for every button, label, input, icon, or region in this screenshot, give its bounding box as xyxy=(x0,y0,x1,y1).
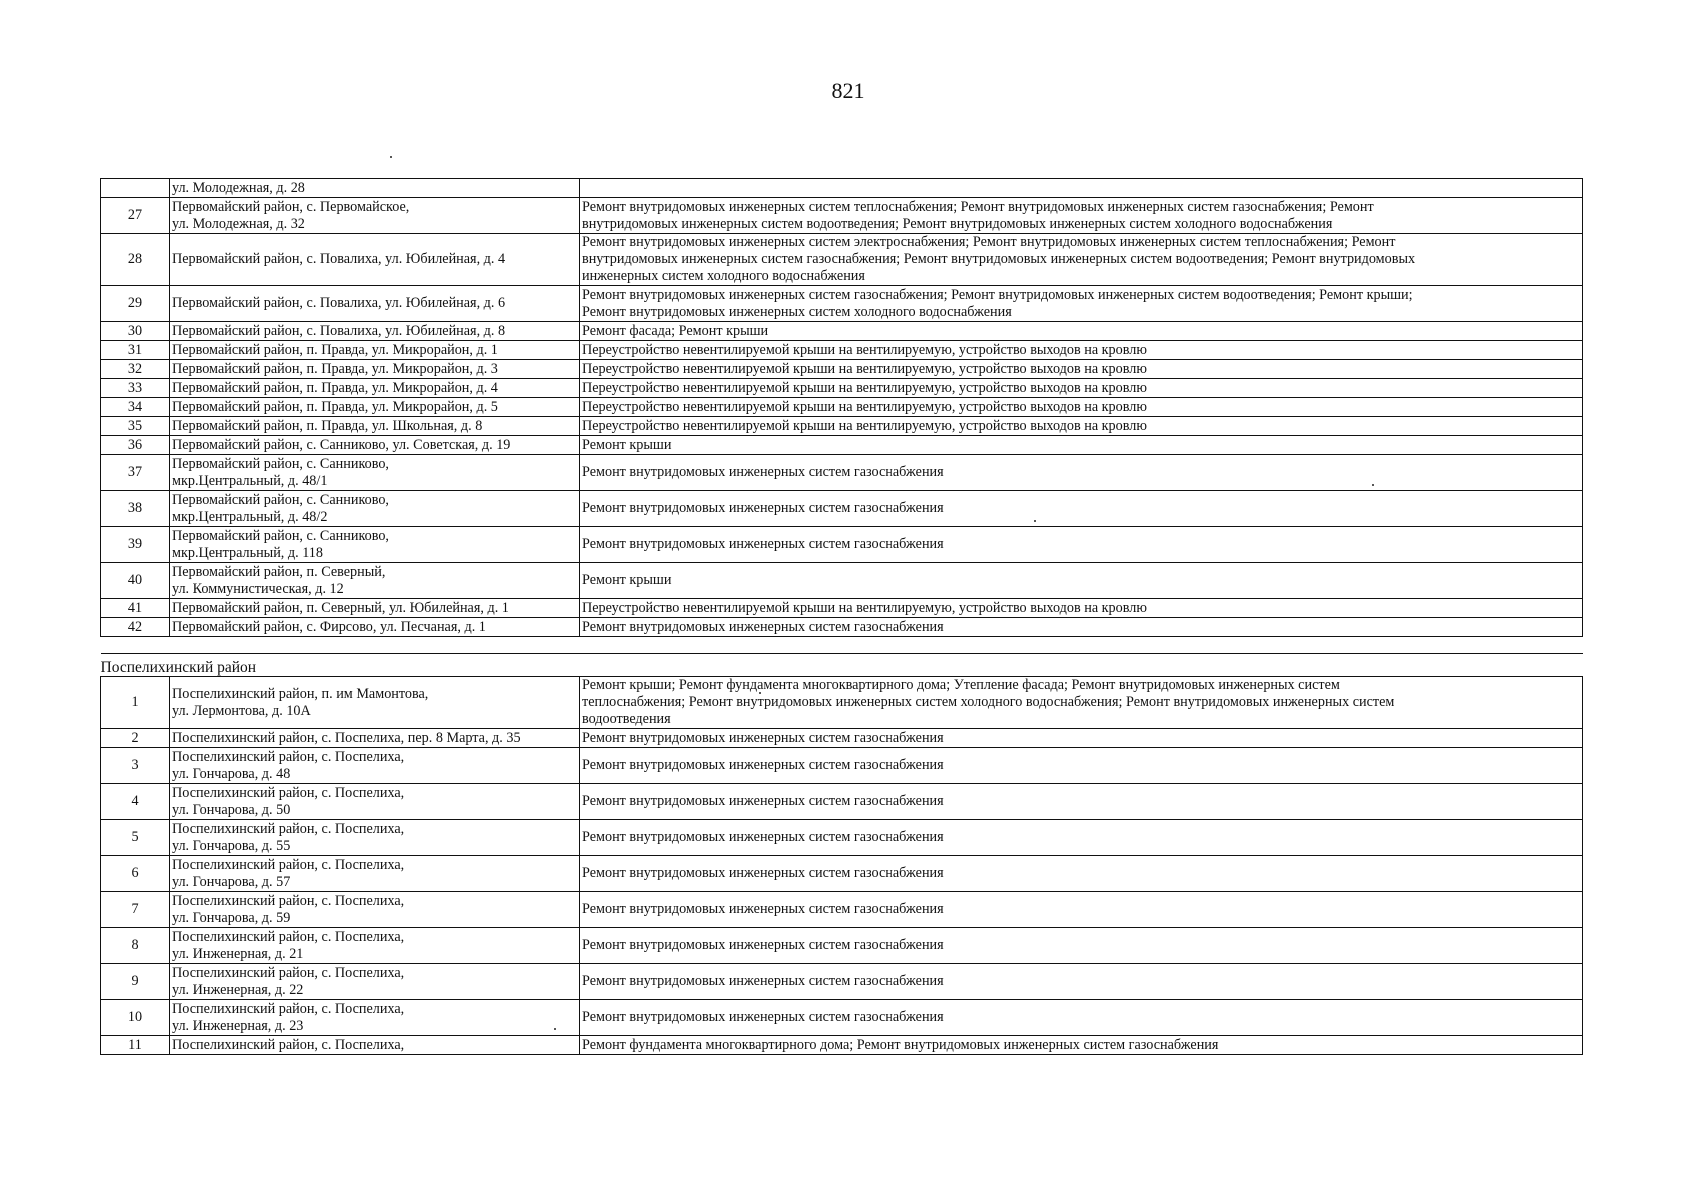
address-cell xyxy=(170,398,580,417)
address-line: Первомайский район, п. Правда, ул. Микрорайон, д. 3 xyxy=(172,360,498,377)
address-line: ул. Инженерная, д. 23 xyxy=(172,1017,304,1034)
address-cell xyxy=(170,417,580,436)
row-number: 30 xyxy=(101,322,170,341)
continuation-num-cell xyxy=(101,179,170,198)
address-cell xyxy=(170,527,580,563)
repair-program-table xyxy=(100,178,1583,1055)
address-line: ул. Коммунистическая, д. 12 xyxy=(172,580,344,597)
address-line: ул. Гончарова, д. 50 xyxy=(172,801,291,818)
address-line: мкр.Центральный, д. 118 xyxy=(172,544,323,561)
address-line: Первомайский район, с. Повалиха, ул. Юбилейная, д. 8 xyxy=(172,322,506,339)
works-cell xyxy=(580,322,1583,341)
address-line: Первомайский район, с. Санниково, xyxy=(172,455,389,472)
row-number: 28 xyxy=(101,234,170,286)
row-number: 40 xyxy=(101,563,170,599)
work-line: Ремонт крыши; Ремонт фундамента многоквартирного дома; Утепление фасада; Ремонт внутридомовых инженерных систем xyxy=(582,677,1340,693)
address-line: Поспелихинский район, с. Поспелиха, xyxy=(172,784,405,801)
works-cell xyxy=(580,527,1583,563)
address-line: ул. Лермонтова, д. 10А xyxy=(172,702,311,719)
works-cell xyxy=(580,599,1583,618)
row-number: 42 xyxy=(101,618,170,637)
address-cell xyxy=(170,964,580,1000)
continuation-address-cell: ул. Молодежная, д. 28 xyxy=(170,179,580,198)
work-line: Ремонт внутридомовых инженерных систем газоснабжения xyxy=(582,729,944,746)
table-row xyxy=(101,286,1583,322)
works-cell xyxy=(580,1000,1583,1036)
address-line: ул. Инженерная, д. 21 xyxy=(172,945,304,962)
address-cell xyxy=(170,360,580,379)
works-cell xyxy=(580,455,1583,491)
row-number: 31 xyxy=(101,341,170,360)
address-cell xyxy=(170,198,580,234)
scan-speck xyxy=(390,156,392,158)
row-number: 38 xyxy=(101,491,170,527)
works-cell xyxy=(580,286,1583,322)
work-line: Ремонт внутридомовых инженерных систем газоснабжения xyxy=(582,973,944,989)
row-number: 4 xyxy=(101,784,170,820)
work-line: Ремонт внутридомовых инженерных систем теплоснабжения; Ремонт внутридомовых инженерных систем газоснабжения; Ремонт xyxy=(582,198,1374,215)
work-line: Ремонт внутридомовых инженерных систем газоснабжения; Ремонт внутридомовых инженерных систем водоотведения; Ремонт крыши; xyxy=(582,286,1413,303)
work-line: Ремонт внутридомовых инженерных систем газоснабжения xyxy=(582,793,944,809)
address-cell xyxy=(170,1036,580,1055)
address-cell xyxy=(170,748,580,784)
address-cell xyxy=(170,234,580,286)
table-row xyxy=(101,234,1583,286)
address-cell xyxy=(170,322,580,341)
address-line: Поспелихинский район, с. Поспелиха, xyxy=(172,856,405,873)
address-line: Первомайский район, с. Санниково, ул. Советская, д. 19 xyxy=(172,436,511,453)
continuation-row xyxy=(101,179,1583,198)
work-line: Ремонт внутридомовых инженерных систем газоснабжения xyxy=(582,500,944,516)
table-row xyxy=(101,398,1583,417)
address-line: Первомайский район, п. Северный, ул. Юбилейная, д. 1 xyxy=(172,599,509,616)
works-cell xyxy=(580,398,1583,417)
works-cell xyxy=(580,360,1583,379)
row-number: 29 xyxy=(101,286,170,322)
table-row xyxy=(101,527,1583,563)
row-number: 11 xyxy=(101,1036,170,1055)
table-row xyxy=(101,820,1583,856)
works-cell xyxy=(580,856,1583,892)
row-number: 34 xyxy=(101,398,170,417)
table-row xyxy=(101,491,1583,527)
spacer-row xyxy=(101,637,1583,654)
table-row xyxy=(101,677,1583,729)
address-line: Первомайский район, с. Санниково, xyxy=(172,527,389,544)
works-cell xyxy=(580,417,1583,436)
work-line: Ремонт внутридомовых инженерных систем газоснабжения xyxy=(582,618,944,635)
address-line: Поспелихинский район, с. Поспелиха, xyxy=(172,1000,405,1017)
table-row xyxy=(101,1000,1583,1036)
work-line: Ремонт внутридомовых инженерных систем электроснабжения; Ремонт внутридомовых инженерных систем теплоснабжения; Ремонт xyxy=(582,234,1396,250)
table-row xyxy=(101,198,1583,234)
table-row xyxy=(101,436,1583,455)
address-line: Первомайский район, с. Санниково, xyxy=(172,491,389,508)
row-number: 2 xyxy=(101,729,170,748)
work-line: водоотведения xyxy=(582,711,671,727)
row-number: 33 xyxy=(101,379,170,398)
table-row xyxy=(101,1036,1583,1055)
row-number: 5 xyxy=(101,820,170,856)
works-cell xyxy=(580,1036,1583,1055)
works-cell xyxy=(580,784,1583,820)
works-cell xyxy=(580,729,1583,748)
table-row xyxy=(101,455,1583,491)
work-line: Ремонт внутридомовых инженерных систем холодного водоснабжения xyxy=(582,303,1012,320)
work-line: Переустройство невентилируемой крыши на вентилируемую, устройство выходов на кровлю xyxy=(582,379,1147,396)
table-row xyxy=(101,322,1583,341)
work-line: Переустройство невентилируемой крыши на вентилируемую, устройство выходов на кровлю xyxy=(582,417,1147,434)
address-line: мкр.Центральный, д. 48/1 xyxy=(172,472,328,489)
row-number: 36 xyxy=(101,436,170,455)
address-line: Поспелихинский район, с. Поспелиха, xyxy=(172,820,405,837)
work-line: внутридомовых инженерных систем газоснабжения; Ремонт внутридомовых инженерных систем водоотведения; Ремонт внутридомовых xyxy=(582,251,1416,267)
work-line: Ремонт внутридомовых инженерных систем газоснабжения xyxy=(582,865,944,881)
work-line: Ремонт внутридомовых инженерных систем газоснабжения xyxy=(582,464,944,480)
address-line: Первомайский район, с. Фирсово, ул. Песчаная, д. 1 xyxy=(172,618,486,635)
address-cell xyxy=(170,820,580,856)
work-line: Ремонт внутридомовых инженерных систем газоснабжения xyxy=(582,536,944,552)
address-line: Первомайский район, с. Повалиха, ул. Юбилейная, д. 6 xyxy=(172,295,506,311)
works-cell xyxy=(580,677,1583,729)
work-line: Ремонт внутридомовых инженерных систем газоснабжения xyxy=(582,1009,944,1025)
work-line: Ремонт внутридомовых инженерных систем газоснабжения xyxy=(582,757,944,773)
row-number: 32 xyxy=(101,360,170,379)
table-row xyxy=(101,892,1583,928)
address-line: Поспелихинский район, п. им Мамонтова, xyxy=(172,685,429,702)
table-row xyxy=(101,928,1583,964)
works-cell xyxy=(580,234,1583,286)
address-line: Поспелихинский район, с. Поспелиха, xyxy=(172,1036,405,1053)
continuation-works-cell xyxy=(580,179,1583,198)
address-cell xyxy=(170,729,580,748)
table-row xyxy=(101,599,1583,618)
works-cell xyxy=(580,379,1583,398)
address-line: Поспелихинский район, с. Поспелиха, xyxy=(172,928,405,945)
work-line: Ремонт внутридомовых инженерных систем газоснабжения xyxy=(582,829,944,845)
address-cell xyxy=(170,491,580,527)
address-line: Поспелихинский район, с. Поспелиха, xyxy=(172,964,405,981)
address-line: Первомайский район, п. Правда, ул. Школьная, д. 8 xyxy=(172,417,483,434)
row-number: 39 xyxy=(101,527,170,563)
address-line: Первомайский район, п. Правда, ул. Микрорайон, д. 5 xyxy=(172,398,498,415)
table-row xyxy=(101,856,1583,892)
row-number: 41 xyxy=(101,599,170,618)
work-line: Ремонт крыши xyxy=(582,572,672,588)
work-line: Ремонт внутридомовых инженерных систем газоснабжения xyxy=(582,901,944,917)
work-line: Переустройство невентилируемой крыши на вентилируемую, устройство выходов на кровлю xyxy=(582,398,1147,415)
address-cell xyxy=(170,286,580,322)
address-line: Поспелихинский район, с. Поспелиха, xyxy=(172,892,405,909)
address-line: ул. Гончарова, д. 57 xyxy=(172,873,291,890)
address-line: Поспелихинский район, с. Поспелиха, пер. 8 Марта, д. 35 xyxy=(172,729,521,746)
address-line: ул. Гончарова, д. 59 xyxy=(172,909,291,926)
row-number: 37 xyxy=(101,455,170,491)
row-number: 7 xyxy=(101,892,170,928)
works-cell xyxy=(580,436,1583,455)
table-row xyxy=(101,417,1583,436)
work-line: Переустройство невентилируемой крыши на вентилируемую, устройство выходов на кровлю xyxy=(582,341,1147,358)
address-cell xyxy=(170,784,580,820)
row-number: 3 xyxy=(101,748,170,784)
works-cell xyxy=(580,928,1583,964)
work-line: теплоснабжения; Ремонт внутридомовых инженерных систем холодного водоснабжения; Ремонт внутридомовых инженерных систем xyxy=(582,694,1395,710)
works-cell xyxy=(580,748,1583,784)
address-line: ул. Молодежная, д. 32 xyxy=(172,215,305,232)
works-cell xyxy=(580,491,1583,527)
address-line: Первомайский район, с. Первомайское, xyxy=(172,198,410,215)
row-number: 10 xyxy=(101,1000,170,1036)
table-row xyxy=(101,379,1583,398)
page-number: 821 xyxy=(831,78,865,103)
address-cell xyxy=(170,892,580,928)
table-row xyxy=(101,748,1583,784)
address-line: Поспелихинский район, с. Поспелиха, xyxy=(172,748,405,765)
table-row xyxy=(101,784,1583,820)
address-cell xyxy=(170,599,580,618)
row-number: 9 xyxy=(101,964,170,1000)
works-cell xyxy=(580,563,1583,599)
address-cell xyxy=(170,563,580,599)
row-number: 6 xyxy=(101,856,170,892)
row-number: 27 xyxy=(101,198,170,234)
address-cell xyxy=(170,1000,580,1036)
works-cell xyxy=(580,198,1583,234)
works-cell xyxy=(580,618,1583,637)
row-number: 1 xyxy=(101,677,170,729)
work-line: Ремонт внутридомовых инженерных систем газоснабжения xyxy=(582,937,944,953)
address-cell xyxy=(170,341,580,360)
work-line: Ремонт фасада; Ремонт крыши xyxy=(582,322,769,339)
address-cell xyxy=(170,856,580,892)
address-cell xyxy=(170,928,580,964)
table-row xyxy=(101,729,1583,748)
works-cell xyxy=(580,341,1583,360)
row-number: 35 xyxy=(101,417,170,436)
table-row xyxy=(101,618,1583,637)
address-line: ул. Гончарова, д. 48 xyxy=(172,765,291,782)
work-line: Переустройство невентилируемой крыши на вентилируемую, устройство выходов на кровлю xyxy=(582,599,1147,616)
address-line: Первомайский район, п. Правда, ул. Микрорайон, д. 4 xyxy=(172,379,498,396)
address-line: ул. Гончарова, д. 55 xyxy=(172,837,291,854)
works-cell xyxy=(580,892,1583,928)
works-cell xyxy=(580,964,1583,1000)
table-row xyxy=(101,964,1583,1000)
works-cell xyxy=(580,820,1583,856)
work-line: внутридомовых инженерных систем водоотведения; Ремонт внутридомовых инженерных систем холодного водоснабжения xyxy=(582,215,1333,232)
address-cell xyxy=(170,455,580,491)
table-row xyxy=(101,341,1583,360)
address-line: Первомайский район, п. Правда, ул. Микрорайон, д. 1 xyxy=(172,341,498,358)
address-cell xyxy=(170,436,580,455)
table-row xyxy=(101,563,1583,599)
address-line: ул. Инженерная, д. 22 xyxy=(172,981,304,998)
work-line: Ремонт крыши xyxy=(582,436,672,453)
spacer-cell xyxy=(101,637,1583,654)
work-line: инженерных систем холодного водоснабжения xyxy=(582,268,865,284)
address-line: мкр.Центральный, д. 48/2 xyxy=(172,508,328,525)
row-number: 8 xyxy=(101,928,170,964)
address-cell xyxy=(170,379,580,398)
address-cell xyxy=(170,618,580,637)
district-heading: Поспелихинский район xyxy=(101,654,1583,677)
work-line: Переустройство невентилируемой крыши на вентилируемую, устройство выходов на кровлю xyxy=(582,360,1147,377)
address-cell xyxy=(170,677,580,729)
work-line: Ремонт фундамента многоквартирного дома; Ремонт внутридомовых инженерных систем газоснабжения xyxy=(582,1036,1219,1053)
address-line: Первомайский район, п. Северный, xyxy=(172,563,386,580)
table-row xyxy=(101,360,1583,379)
address-line: Первомайский район, с. Повалиха, ул. Юбилейная, д. 4 xyxy=(172,251,506,267)
district-heading-row xyxy=(101,654,1583,677)
table-body xyxy=(101,179,1583,1055)
